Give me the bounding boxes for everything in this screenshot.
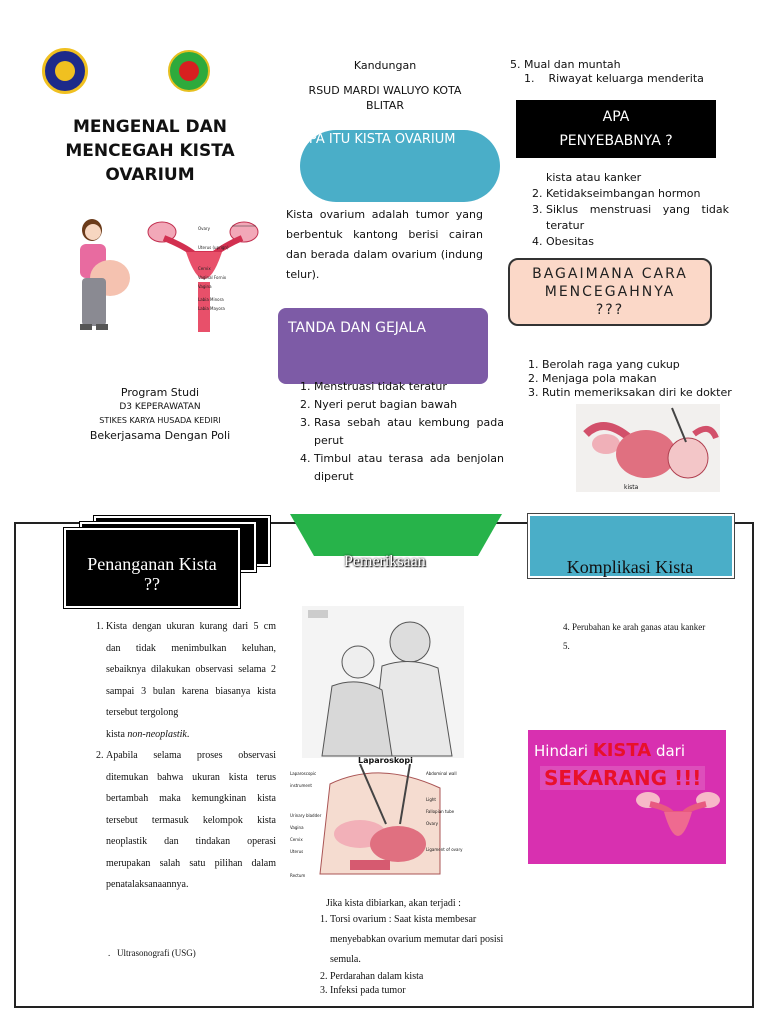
list-item: kista atau kanker [546,171,642,184]
hospital-header: Kandungan RSUD MARDI WALUYO KOTA BLITAR [308,59,462,112]
prevention-list [522,358,732,400]
leaflet-title: MENGENAL DAN MENCEGAH KISTA OVARIUM [65,117,235,185]
list-item: 1. Menstruasi tidak teratur [314,378,504,396]
list-item: 1. Berolah raga yang cukup [542,358,732,372]
symptom-list [294,378,504,486]
list-item: 4. Perubahan ke arah ganas atau kanker [572,618,742,637]
anatomy-labels: Ovary Uterus (uprign) Cervix Vaginal Fornix Vagina Labia Minora Labia Mayora [198,226,229,311]
ovarian-cyst-illustration: kista [576,404,720,492]
list-item: 2. Menjaga pola makan [542,372,732,386]
treatment-header: Penanganan Kista ?? [64,528,240,608]
usg-note: . Ultrasonografi (USG) [108,948,196,958]
causes-header: APA PENYEBABNYA ? [516,100,716,158]
doctor-examination-illustration [302,606,464,758]
left-panel [0,0,270,510]
list-item: 2. Apabila selama proses observasi ditemukan bahwa ukuran kista terus bertambah maka kemungkinan kista tersebut termasuk kelompok kista neoplastik dan tindakan operasi merupakan salah satu pilihan dalam penatalaksanaannya. [106,745,276,896]
program-info: Program Studi D3 KEPERAWATAN STIKES KARYA HUSADA KEDIRI Bekerjasama Dengan Poli [89,386,231,442]
list-item [572,637,742,656]
list-item: 1. Kista dengan ukuran kurang dari 5 cm dan tidak menimbulkan keluhan, sebaiknya dilakukan observasi selama 2 sampai 3 bulan karena biasanya kista tersebut tergolong kista non-neoplastik. [106,616,276,745]
avoid-cyst-banner: Hindari KISTA dari SEKARANG !!! [528,730,726,864]
prevention-header: BAGAIMANA CARA MENCEGAHNYA ??? [508,258,712,326]
list-item: 4. Obesitas [546,234,729,250]
hospital-logo-icon [168,50,210,92]
list-item: 4. Timbul atau terasa ada benjolan diperut [314,450,504,486]
list-item: 2. Perdarahan dalam kista [330,970,506,984]
middle-panel [270,0,504,510]
cyst-definition: Kista ovarium adalah tumor yang berbentuk kantong berisi cairan dan berada dalam ovarium (indung telur). [286,208,483,281]
causes-top: 5. Mual dan muntah 1. Riwayat keluarga menderita [510,58,704,85]
list-item: 3. Siklus menstruasi yang tidak teratur [546,202,729,234]
causes-list [526,170,729,250]
complication-header: Komplikasi Kista [566,557,694,577]
pregnant-woman-illustration [68,216,140,336]
list-item: 2. Nyeri perut bagian bawah [314,396,504,414]
section-what-is-cyst-header: APA ITU KISTA OVARIUM [300,130,500,202]
list-item: 3. Rasa sebah atau kembung pada perut [314,414,504,450]
section-symptoms-header: TANDA DAN GEJALA [278,308,488,384]
complication-intro: Jika kista dibiarkan, akan terjadi : [326,898,461,909]
laparoscopy-diagram: Laparoskopi Laparoscopic instrument Urinary bladder Vagina Cervix Uterus Rectum Abdominal wall Light Fallopian tube Ovary Ligament of ovary [290,756,463,878]
complication-list [310,910,506,998]
treatment-list [86,616,276,896]
examination-title: Pemeriksaan [344,553,426,570]
list-item: 3. Infeksi pada tumor [330,984,506,998]
list-item: 1. Torsi ovarium : Saat kista membesar menyebabkan ovarium memutar dari posisi semula. [330,910,506,970]
university-logo-icon [42,48,88,94]
list-item: 3. Rutin memeriksakan diri ke dokter [542,386,732,400]
list-item: 2. Ketidakseimbangan hormon [546,186,729,202]
right-panel [500,0,768,510]
complication-risk-list [552,618,742,656]
